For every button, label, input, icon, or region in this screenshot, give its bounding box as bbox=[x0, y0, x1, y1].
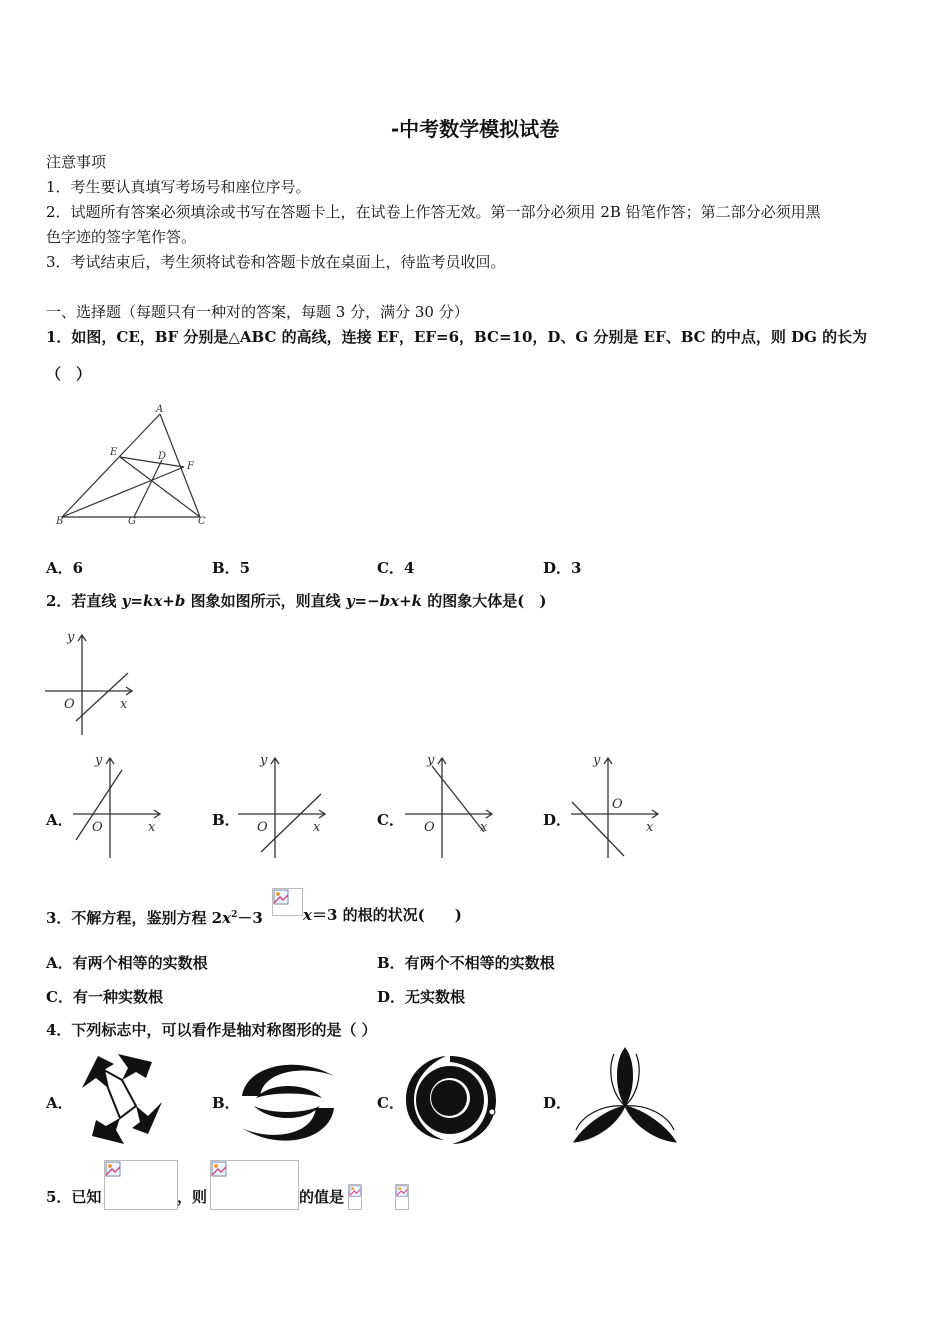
q3-option-a[interactable]: A．有两个相等的实数根 bbox=[46, 954, 208, 972]
question-5-mid: ，则 bbox=[177, 1188, 208, 1206]
given-line-graph bbox=[40, 625, 140, 737]
q2-option-a[interactable]: A． bbox=[46, 811, 73, 829]
question-3-text-start: 3．不解方程，鉴别方程 $2x^2-3$ bbox=[46, 909, 263, 927]
q2-option-d-graph[interactable] bbox=[566, 748, 666, 860]
q4-option-b[interactable]: B． bbox=[212, 1094, 240, 1112]
svg-text:x: x bbox=[646, 820, 654, 835]
label-f: F bbox=[187, 461, 194, 472]
svg-text:y: y bbox=[260, 753, 268, 768]
question-2-text: 2．若直线 y=kx+b 图象如图所示，则直线 y=−bx+k 的图象大体是( ) bbox=[46, 592, 547, 610]
label-d: D bbox=[158, 451, 167, 462]
label-c: C bbox=[198, 516, 206, 527]
svg-text:x: x bbox=[313, 820, 321, 835]
svg-text:O: O bbox=[92, 820, 103, 835]
svg-text:x: x bbox=[120, 697, 128, 712]
q2-option-b[interactable]: B． bbox=[212, 811, 240, 829]
q2-option-c-graph[interactable] bbox=[400, 748, 500, 860]
q2-option-b-graph[interactable] bbox=[233, 748, 333, 860]
question-3-text-end: x＝3 的根的状况( ) bbox=[303, 906, 462, 924]
svg-text:y: y bbox=[593, 753, 601, 768]
q4-option-c[interactable]: C． bbox=[377, 1094, 404, 1112]
broken-image-icon bbox=[273, 889, 289, 905]
q4-option-a[interactable]: A． bbox=[46, 1094, 73, 1112]
q3-option-b[interactable]: B．有两个不相等的实数根 bbox=[377, 954, 555, 972]
q4-option-d[interactable]: D． bbox=[543, 1094, 572, 1112]
svg-text:x: x bbox=[148, 820, 156, 835]
q2-option-a-graph[interactable] bbox=[68, 748, 168, 860]
formula-image-2 bbox=[210, 1160, 299, 1210]
formula-image-3 bbox=[348, 1184, 362, 1210]
label-e: E bbox=[110, 447, 118, 458]
equation-2: y=−bx+k bbox=[345, 592, 423, 610]
triangle-figure bbox=[50, 400, 220, 530]
equation-1: y=kx+b bbox=[121, 592, 186, 610]
q1-option-d[interactable]: D．3 bbox=[543, 559, 582, 577]
question-1-text: 1．如图，CE，BF 分别是△ABC 的高线，连接 EF，EF=6，BC=10，D、G 分别是 EF、BC 的中点，则 DG 的长为 bbox=[46, 328, 868, 346]
svg-text:y: y bbox=[427, 753, 435, 768]
notice-item-2-line-2: 色字迹的签字笔作答。 bbox=[46, 228, 197, 246]
section-heading: 一、选择题（每题只有一种对的答案，每题 3 分，满分 30 分） bbox=[46, 303, 469, 321]
notice-item-2-line-1: 2．试题所有答案必须填涂或书写在答题卡上，在试卷上作答无效。第一部分必须用 2B 铅笔作答；第二部分必须用黑 bbox=[46, 203, 821, 221]
q2-option-c[interactable]: C． bbox=[377, 811, 404, 829]
q1-option-c[interactable]: C．4 bbox=[377, 559, 415, 577]
sqrt-formula-image bbox=[272, 888, 303, 916]
svg-text:y: y bbox=[67, 630, 75, 645]
broken-image-icon bbox=[211, 1161, 227, 1177]
broken-image-icon bbox=[105, 1161, 121, 1177]
label-b: B bbox=[56, 516, 64, 527]
question-5-post: 的值是 bbox=[299, 1188, 345, 1206]
label-g: G bbox=[128, 516, 136, 527]
star-logo-icon[interactable] bbox=[74, 1050, 170, 1148]
page-title: -中考数学模拟试卷 bbox=[390, 117, 560, 141]
broken-image-icon bbox=[396, 1185, 408, 1197]
q1-option-b[interactable]: B．5 bbox=[212, 559, 251, 577]
q1-option-a[interactable]: A．6 bbox=[46, 559, 84, 577]
three-leaf-logo-icon[interactable] bbox=[570, 1046, 680, 1148]
svg-text:O: O bbox=[424, 820, 435, 835]
formula-image-4 bbox=[395, 1184, 409, 1210]
q3-option-c[interactable]: C．有一种实数根 bbox=[46, 988, 163, 1006]
svg-text:O: O bbox=[612, 797, 623, 812]
question-1-paren: （ ） bbox=[46, 365, 92, 383]
notice-item-1: 1．考生要认真填写考场号和座位序号。 bbox=[46, 178, 311, 196]
notice-item-3: 3．考试结束后，考生须将试卷和答题卡放在桌面上，待监考员收回。 bbox=[46, 253, 506, 271]
svg-text:x: x bbox=[480, 820, 488, 835]
notice-heading: 注意事项 bbox=[46, 153, 107, 171]
crescent-logo-icon[interactable] bbox=[236, 1058, 340, 1146]
q3-option-d[interactable]: D．无实数根 bbox=[377, 988, 466, 1006]
question-4-text: 4．下列标志中，可以看作是轴对称图形的是（ ） bbox=[46, 1021, 377, 1039]
q2-option-d[interactable]: D． bbox=[543, 811, 572, 829]
formula-image-1 bbox=[104, 1160, 178, 1210]
circle-swirl-logo-icon[interactable] bbox=[402, 1052, 498, 1148]
label-a: A bbox=[156, 404, 164, 415]
svg-text:O: O bbox=[257, 820, 268, 835]
broken-image-icon bbox=[349, 1185, 361, 1197]
question-5-pre: 5．已知 bbox=[46, 1188, 102, 1206]
svg-text:O: O bbox=[64, 697, 75, 712]
svg-text:y: y bbox=[95, 753, 103, 768]
